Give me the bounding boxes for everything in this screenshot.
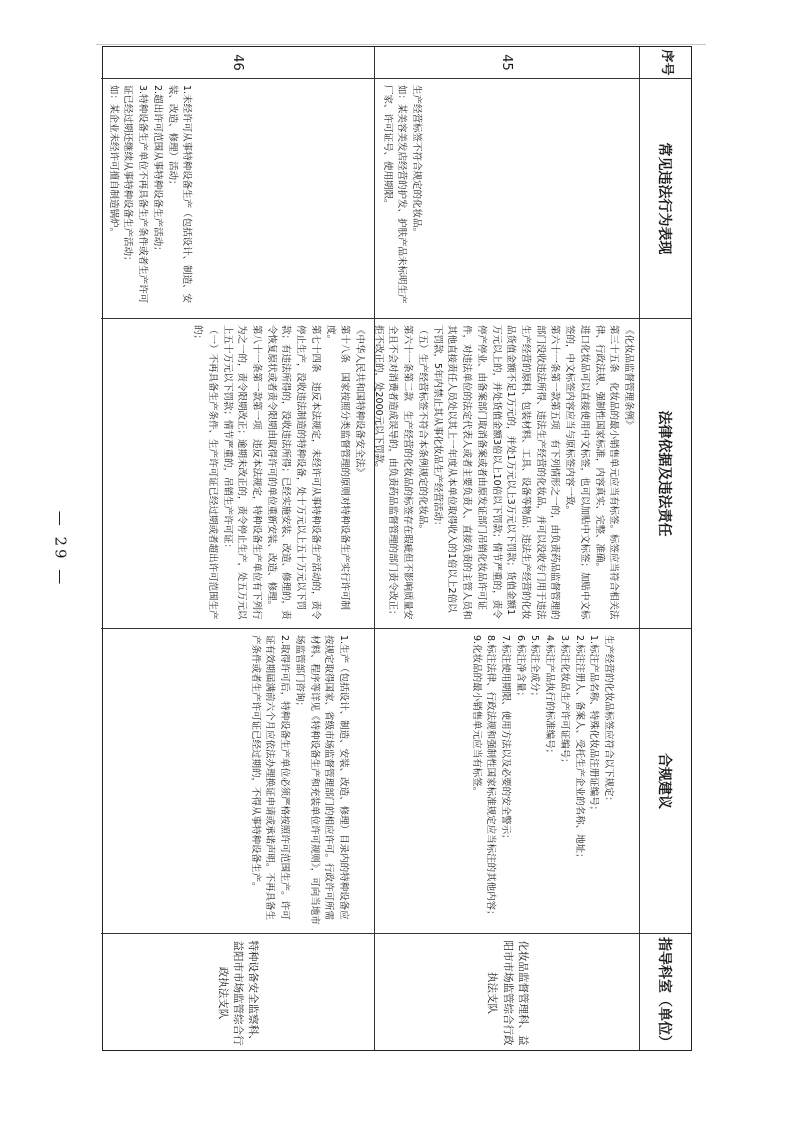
behavior-line: 生产经营标签不符合规定的化妆品。	[411, 85, 423, 238]
law-line: （一）不再具备生产条件、生产许可证已经过期或者超出许可范围生产的；	[192, 325, 218, 620]
table-row	[101, 47, 374, 1050]
advice-line: 7.标注使用期限、使用方法以及必要的安全警示；	[499, 635, 511, 844]
law-line: （五）生产经营标签不符合本条例规定的化妆品。	[416, 325, 428, 535]
law-line: 《化妆品监督管理条例》	[623, 325, 634, 430]
guide-cell: 化妆品监督管理科、益阳市市场监管综合行政执法支队	[486, 940, 529, 1046]
behavior-line: 2.超出许可范围从事特种设备生产活动；	[151, 85, 163, 256]
behavior-line: 如：某美容美发店经营的护发、护肤产品未标明生产厂家、许可证号、使用期限。	[381, 85, 408, 304]
advice-line: 8.标注法律、行政法规和强制性国家标准规定应当标注的其他内容；	[485, 635, 497, 920]
law-line: 进口化妆品可以直接使用中文标签，也可以加贴中文标签；加贴中文标签的，中文标签内容应当与原标签内容一致。	[564, 325, 590, 620]
row-index: 45	[375, 47, 639, 79]
behavior-cell	[375, 79, 639, 319]
advice-cell	[375, 629, 639, 934]
page-number: — 29 —	[51, 510, 70, 588]
law-cell	[372, 319, 639, 629]
law-line: 第六十一条第一款第五项 有下列情形之一的，由负责药品监督管理的部门没收违法所得、违法生产经营的化妆品，并可以没收专门用于违法生产经营的原料、包装材料、工具、设备等物品；违法生产经营的化妆品货值金额不足1万元的，并处1万元以上3万元以下罚款；货值金额1万元以上的，并处货值金额3倍以上10倍以下罚款；情节严重的，责令停产停业、由备案部门取消备案或者由原发证部门吊销化妆品许可证件，对违法单位的法定代表人或者主要负责人、直接负责的主管人员和其他直接责任人员处以其上一年度从本单位取得收入的1倍以上2倍以下罚款，5年内禁止其从事化妆品生产经营活动：	[431, 325, 561, 620]
behavior-line: 3.特种设备生产单位不再具备生产条件或者生产许可证已经过期还继续从事特种设备生产活动；	[122, 85, 149, 304]
guide-cell: 特种设备安全监察科、益阳市市场监管综合行政执法支队	[216, 940, 260, 1046]
advice-cell	[101, 629, 374, 934]
table-row	[374, 47, 639, 1050]
advice-line: 6.标注净含量；	[514, 635, 526, 702]
top-rule	[96, 44, 706, 45]
header-index: 序号	[640, 47, 691, 79]
law-cell	[101, 319, 374, 629]
advice-line: 4.标注产品执行的标准编号；	[544, 635, 556, 759]
law-line: 第三十五条 化妆品的最小销售单元应当有标签。标签应当符合相关法律、行政法规、强制性国家标准，内容真实、完整、准确。	[593, 325, 620, 620]
behavior-line: 1.未经许可从事特种设备生产（包括设计、制造、安装、改造、修理）活动；	[166, 85, 193, 304]
advice-line: 2.取得许可后，特种设备生产单位必须严格按照许可范围生产。许可证有效期届满前六个月应依法办理换证申请或承诺声明。不再具备生产条件或者生产许可证已经过期的，不得从事特种设备生产。	[249, 635, 291, 921]
advice-line: 5.标注全成分；	[529, 635, 541, 702]
header-guide: 指导科室（单位）	[656, 937, 673, 1049]
advice-line: 9.化妆品的最小销售单元应当有标签。	[470, 635, 482, 797]
header-law: 法律依据及违法责任	[640, 319, 691, 629]
law-line: 第七十四条 违反本法规定，未经许可从事特种设备生产活动的，责令停止生产，没收违法制造的特种设备，处十万元以上五十万元以下罚款；有违法所得的，没收违法所得；已经实施安装、改造、修理的，责令恢复原状或者责令限期由取得许可的单位重新安装、改造、修理。	[265, 325, 321, 620]
header-advice: 合规建议	[640, 629, 691, 934]
advice-line: 2.标注注册人、备案人、受托生产企业的名称、地址；	[573, 635, 585, 863]
table-header-row	[639, 47, 691, 1050]
law-line: 第六十一条第二款 生产经营的化妆品的标签存在瑕疵但不影响质量安全且不会对消费者造成误导的，由负责药品监督管理的部门责令改正；拒不改正的，处2000元以下罚款。	[372, 325, 414, 620]
law-line: 《中华人民共和国特种设备安全法》	[354, 325, 365, 478]
advice-line: 生产经营的化妆品标签应符合以下规定：	[603, 635, 614, 807]
regulation-table	[102, 46, 692, 1051]
header-behavior: 常见违法行为表现	[640, 79, 691, 319]
behavior-cell	[101, 79, 374, 319]
advice-line: 1.标注产品名称、特殊化妆品注册证编号；	[588, 635, 600, 816]
advice-line: 1.生产（包括设计、制造、安装、改造、修理）目录内的特种设备应按规定取得国家、省级市场监督管理部门的相应许可。行政许可所需材料、程序等详见《特种设备生产和充装单位许可规则》，可向当地市场监管部门咨询；	[293, 635, 349, 925]
advice-line: 3.标注化妆品生产许可证编号；	[558, 635, 570, 768]
row-index: 46	[101, 47, 374, 79]
behavior-line: 如：某企业未经许可擅自制造锅炉。	[107, 85, 119, 238]
law-line: 第八十一条第一款第一项 违反本法规定，特种设备生产单位有下列行为之一的，责令限期改正；逾期未改正的，责令停止生产，处五万元以上五十万元以下罚款；情节严重的，吊销生产许可证：	[221, 325, 262, 620]
rotated-page	[102, 46, 692, 1051]
law-line: 第十八条 国家按照分类监督管理的原则对特种设备生产实行许可制度。	[324, 325, 351, 611]
